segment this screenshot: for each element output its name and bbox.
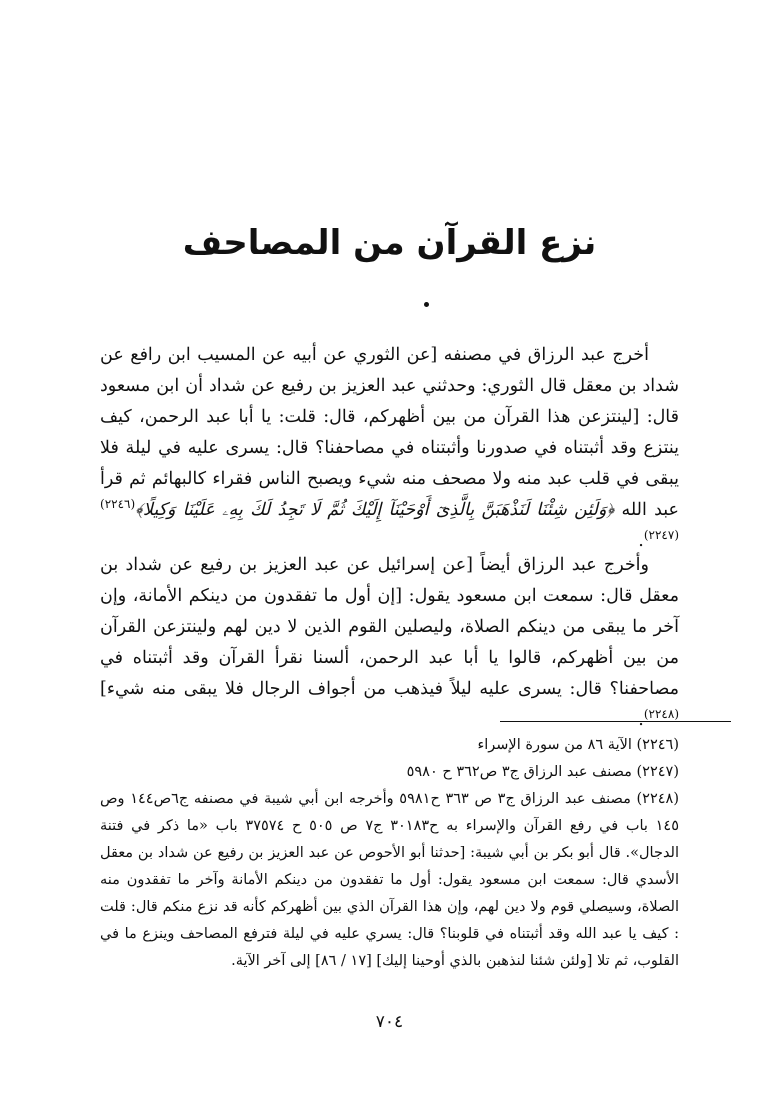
page-title: نزع القرآن من المصاحف xyxy=(182,223,597,263)
footnote-ref: (٢٢٤٦)(٢٢٤٧) xyxy=(100,496,679,542)
quran-verse: ﴿وَلَئِن شِئْنَا لَنَذْهَبَنَّ بِالَّذِىٓ أَوْحَيْنَآ إِلَيْكَ ثُمَّ لَا تَجِدُ لَكَ بِهِۦ عَلَيْنَا وَكِيلًا﴾ xyxy=(135,499,615,520)
page-number: ٧٠٤ xyxy=(375,1012,404,1032)
body-paragraph xyxy=(100,340,679,557)
paragraph-end: . xyxy=(638,530,644,551)
footnote-divider xyxy=(500,721,731,722)
paragraph-end: . xyxy=(638,709,644,730)
footnote: (٢٢٤٧) مصنف عبد الرزاق ج٣ ص٣٦٢ ح ٥٩٨٠ xyxy=(406,764,679,780)
paragraph-text: وأخرج عبد الرزاق أيضاً [عن إسرائيل عن عبد العزيز بن رفيع عن شداد بن معقل قال: سمعت ابن مسعود يقول: [إن أول ما تفقدون من دينكم الأمانة، وإن آخر ما يبقى من دينكم الصلاة، وليصلين القوم الذين لا دين لهم ولينتزعن القرآن من بين أظهركم، قالوا يا أبا عبد الرحمن، ألسنا نقرأ القرآن وقد أثبتناه في مصاحفنا؟ قال: يسرى عليه ليلاً فيذهب من أجواف الرجال فلا يبقى منه شيء] xyxy=(100,554,679,699)
footnote: (٢٢٤٨) مصنف عبد الرزاق ج٣ ص ٣٦٣ ح٥٩٨١ وأخرجه ابن أبي شيبة في مصنفه ج٦ص١٤٤ وص ١٤٥ باب في رفع القرآن والإسراء به ح٣٠١٨٣ ج٧ ص ٥٠٥ ح ٣٧٥٧٤ باب «ما ذكر في فتنة الدجال». قال أبو بكر بن أبي شيبة: [حدثنا أبو الأحوص عن عبد العزيز بن رفيع عن شداد بن معقل الأسدي قال: سمعت ابن مسعود يقول: أول ما تفقدون من دينكم الأمانة وآخر ما تفقدون منه الصلاة، وسيصلي قوم ولا دين لهم، وإن هذا القرآن الذي بين أظهركم كأنه قد نزع منكم قال: قلت : كيف يا عبد الله وقد أثبتناه في قلوبنا؟ قال: يسري عليه في ليلة فترفع المصاحف وينزع ما في القلوب، ثم تلا [ولئن شئنا لنذهبن بالذي أوحينا إليك] [١٧ / ٨٦] إلى آخر الآية. xyxy=(100,791,680,969)
ornament-dot xyxy=(424,302,429,307)
body-paragraph xyxy=(100,550,679,736)
footnote: (٢٢٤٦) الآية ٨٦ من سورة الإسراء xyxy=(477,737,679,753)
footnote-ref: (٢٢٤٨) xyxy=(643,706,679,721)
paragraph-text: أخرج عبد الرزاق في مصنفه [عن الثوري عن أبيه عن المسيب ابن رافع عن شداد بن معقل قال الثوري: وحدثني عبد العزيز بن رفيع عن شداد أن ابن مسعود قال: [لينتزعن هذا القرآن من بين أظهركم، قال: قلت: يا أبا عبد الرحمن، كيف ينتزع وقد أثبتناه في صدورنا وأثبتناه في مصاحفنا؟ قال: يسرى عليه في ليلة فلا يبقى في قلب عبد منه ولا مصحف منه شيء ويصبح الناس فقراء كالبهائم ثم قرأ عبد الله xyxy=(100,344,680,520)
footnotes xyxy=(100,732,679,975)
